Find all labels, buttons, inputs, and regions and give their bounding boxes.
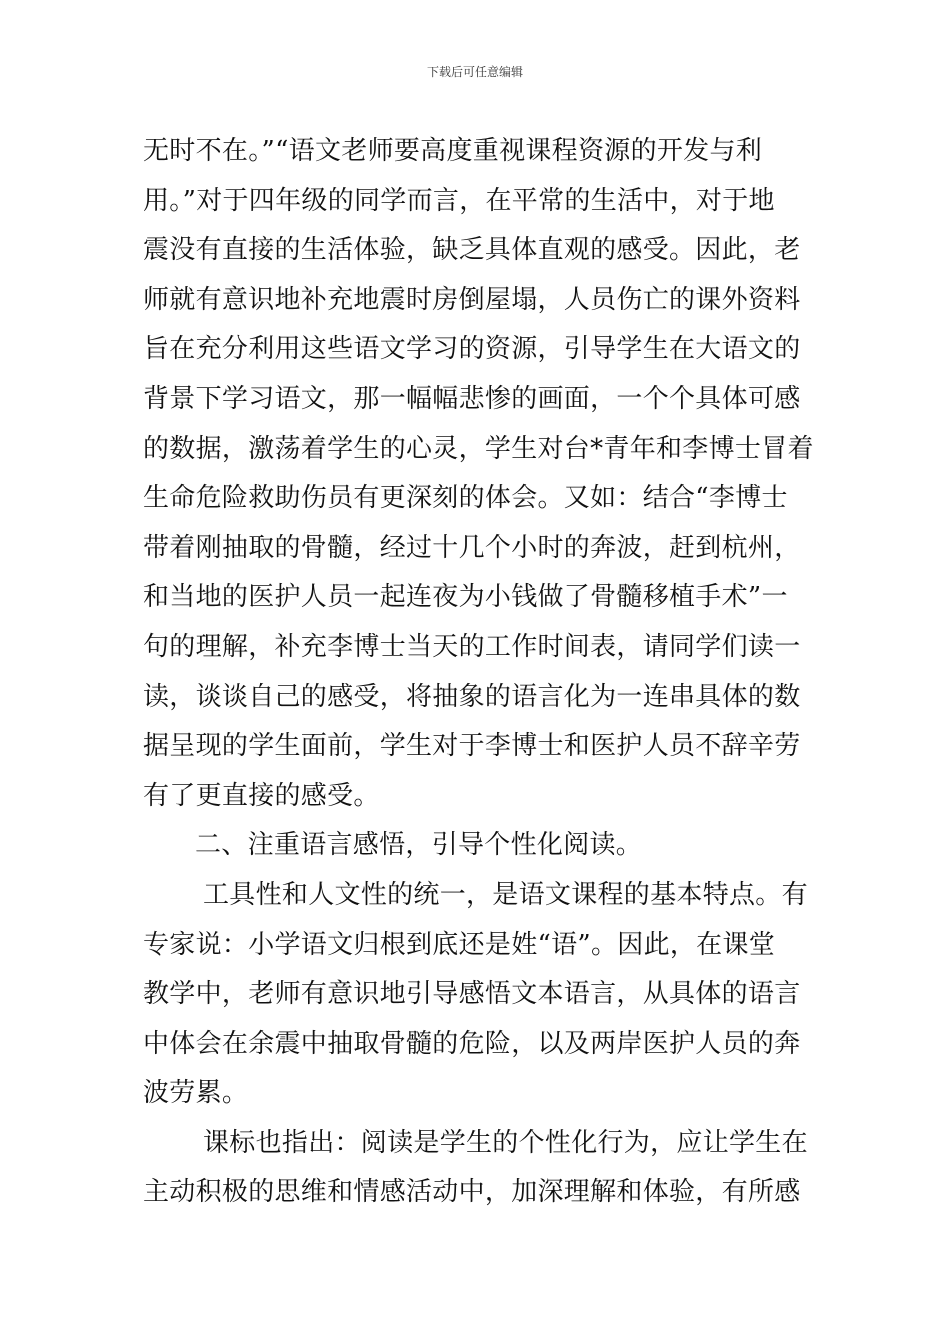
text-line: 师就有意识地补充地震时房倒屋塌，人员伤亡的课外资料 — [143, 284, 801, 315]
text-line: 旨在充分利用这些语文学习的资源，引导学生在大语文的 — [143, 334, 801, 365]
text-line: 有了更直接的感受。 — [143, 780, 380, 811]
section-heading: 二、注重语言感悟，引导个性化阅读。 — [195, 830, 643, 861]
text-line: 的数据，激荡着学生的心灵，学生对台*青年和李博士冒着 — [143, 433, 814, 464]
text-line: 无时不在。”“语文老师要高度重视课程资源的开发与利 — [143, 136, 763, 166]
text-line: 主动积极的思维和情感活动中，加深理解和体验，有所感 — [143, 1177, 801, 1208]
page-header: 下载后可任意编辑 — [426, 65, 523, 79]
document-body — [143, 127, 813, 1218]
text-line: 读，谈谈自己的感受，将抽象的语言化为一连串具体的数 — [143, 681, 801, 712]
text-line: 专家说：小学语文归根到底还是姓“语”。因此，在课堂 — [143, 929, 776, 960]
text-line: 背景下学习语文，那一幅幅悲惨的画面，一个个具体可感 — [143, 383, 801, 414]
text-line: 工具性和人文性的统一，是语文课程的基本特点。有 — [203, 879, 808, 910]
text-line: 和当地的医护人员一起连夜为小钱做了骨髓移植手术”一 — [143, 582, 788, 613]
text-line: 带着刚抽取的骨髓，经过十几个小时的奔波，赶到杭州， — [143, 532, 801, 563]
text-line: 句的理解，补充李博士当天的工作时间表，请同学们读一 — [143, 631, 801, 662]
text-line: 课标也指出：阅读是学生的个性化行为，应让学生在 — [203, 1127, 808, 1158]
text-line: 波劳累。 — [143, 1078, 249, 1109]
text-line: 震没有直接的生活体验，缺乏具体直观的感受。因此，老 — [143, 235, 801, 266]
text-line: 中体会在余震中抽取骨髓的危险，以及两岸医护人员的奔 — [143, 1028, 801, 1059]
text-line: 生命危险救助伤员有更深刻的体会。又如：结合“李博士 — [143, 483, 788, 514]
text-line: 教学中，老师有意识地引导感悟文本语言，从具体的语言 — [143, 979, 801, 1010]
text-line: 据呈现的学生面前，学生对于李博士和医护人员不辞辛劳 — [143, 731, 801, 762]
text-line: 用。”对于四年级的同学而言，在平常的生活中，对于地 — [143, 185, 775, 216]
